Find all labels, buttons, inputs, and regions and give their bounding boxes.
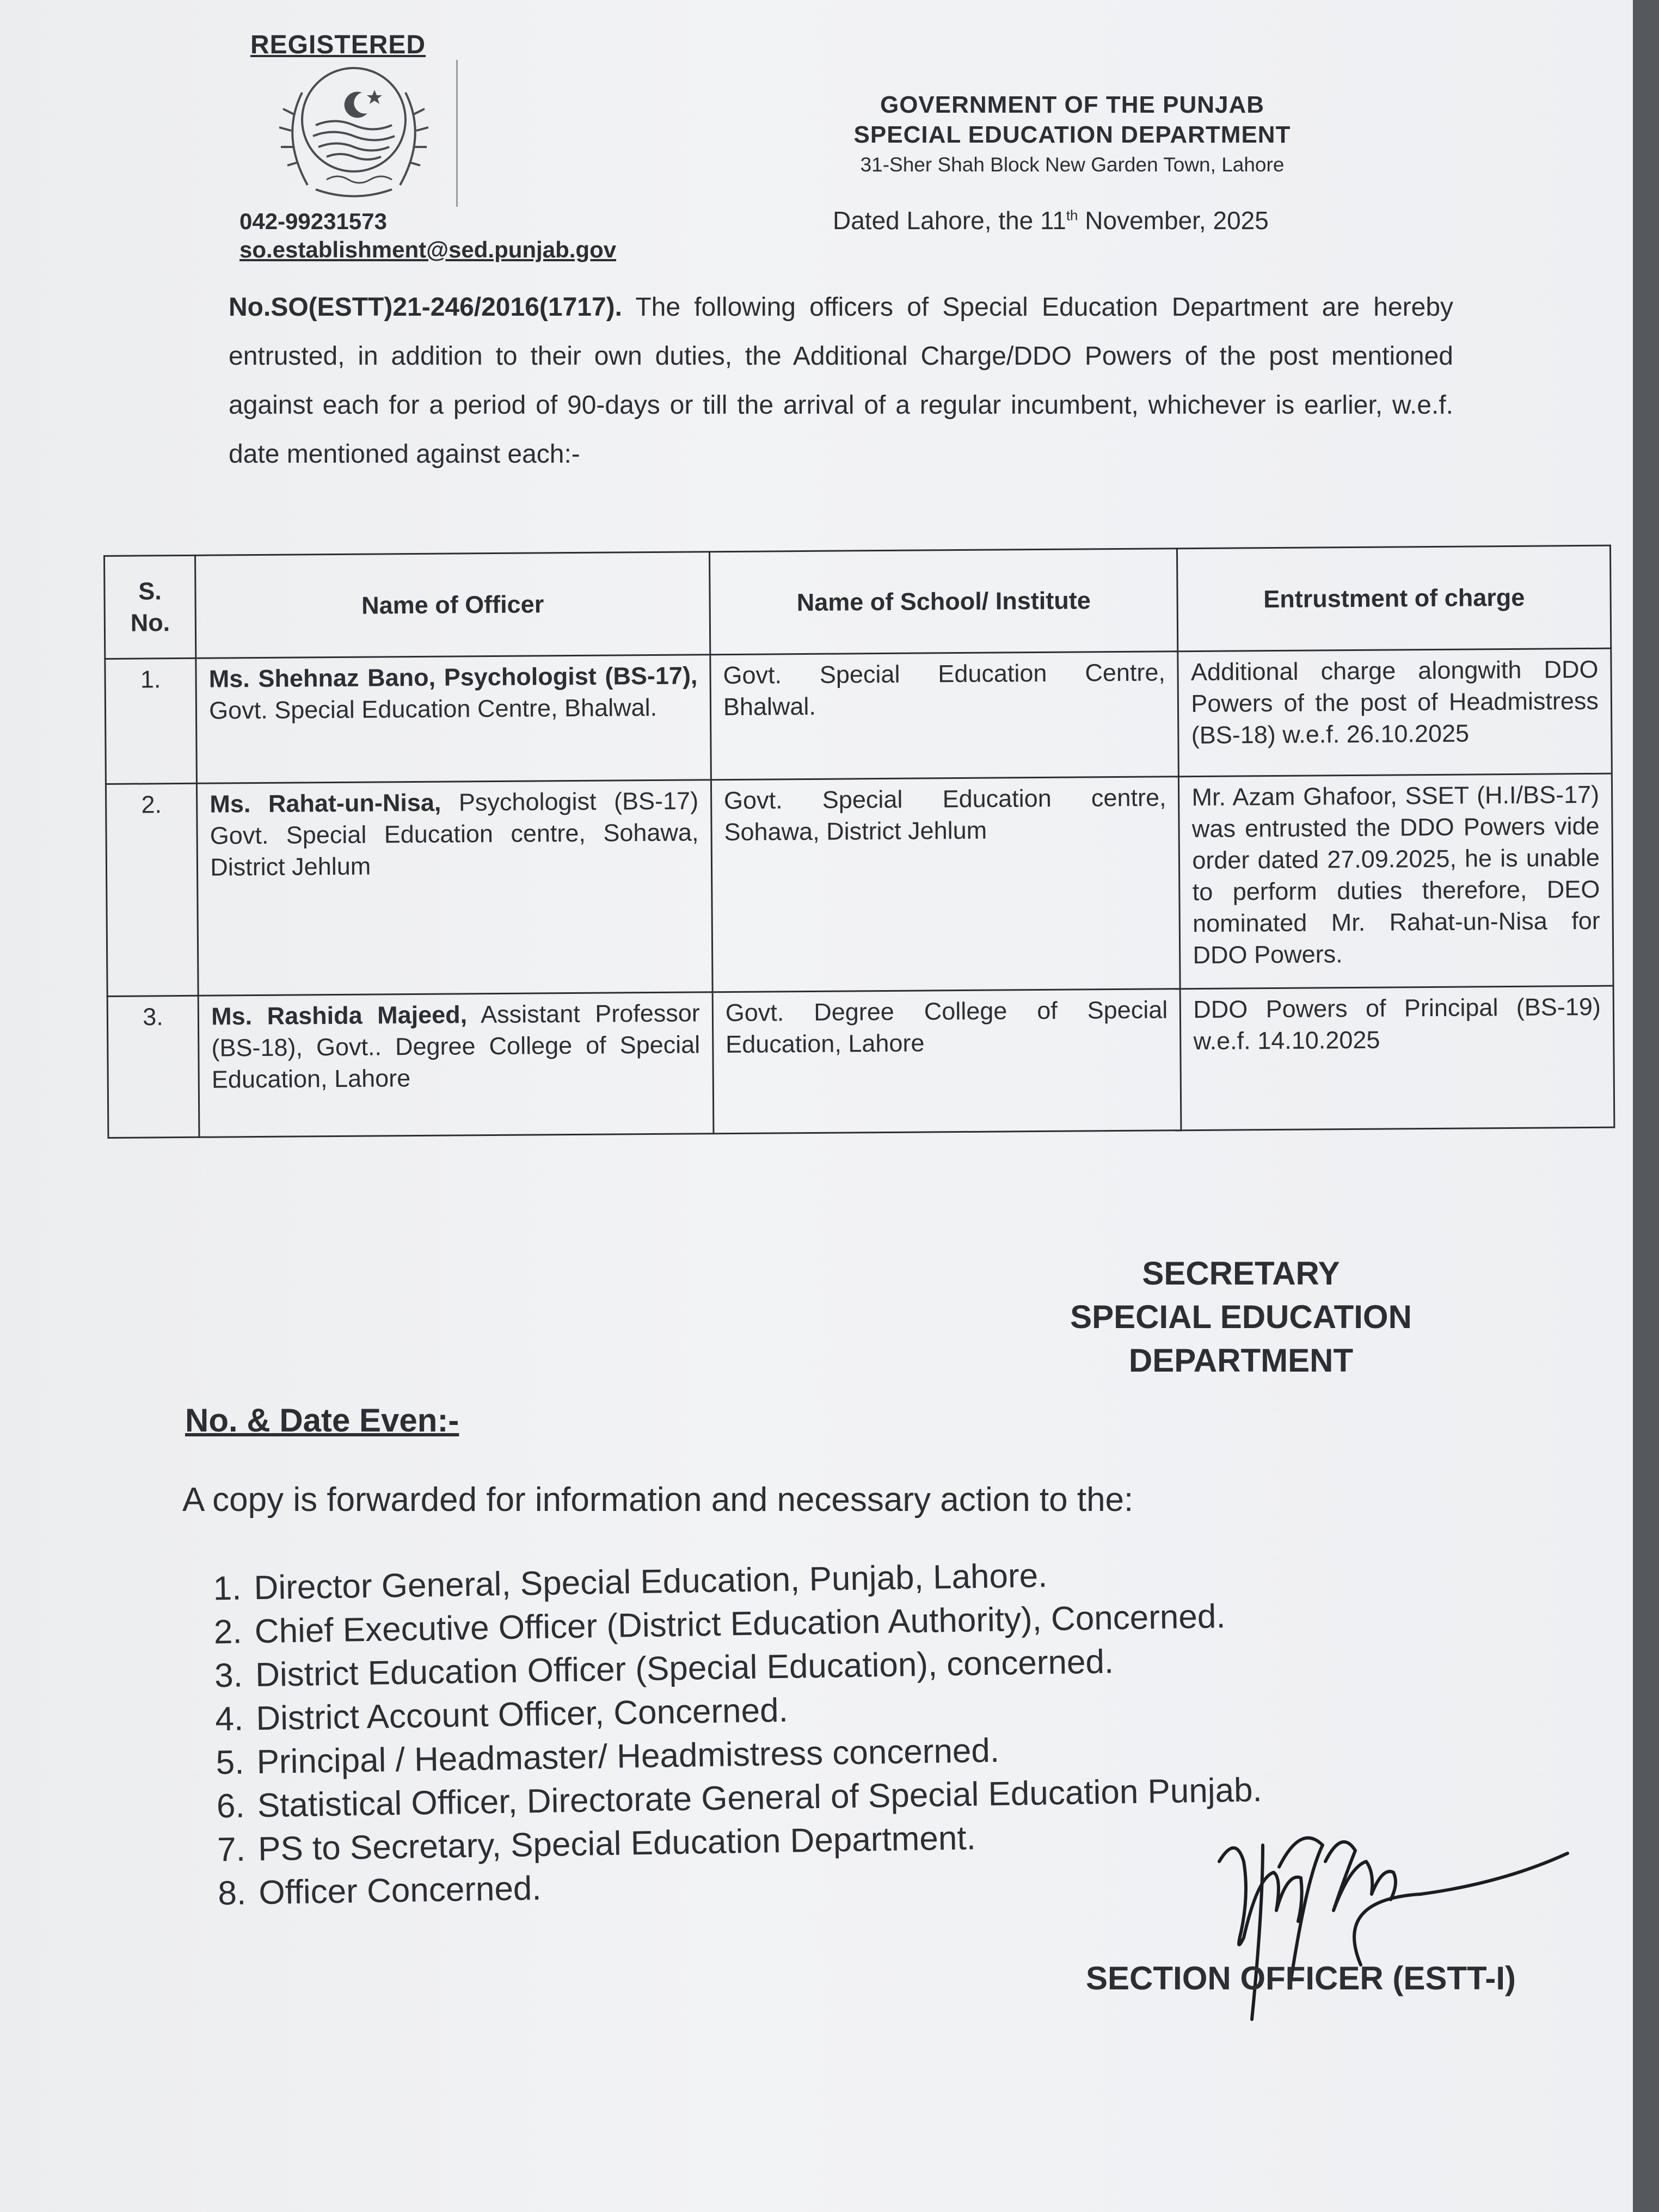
registered-stamp: REGISTERED bbox=[250, 30, 426, 59]
secretary-department-line2: DEPARTMENT bbox=[1128, 1342, 1354, 1379]
list-item: 5. Principal / Headmaster/ Headmistress concerned. bbox=[253, 1725, 1262, 1784]
header-officer: Name of Officer bbox=[195, 552, 710, 659]
list-item: 4. District Account Officer, Concerned. bbox=[253, 1681, 1261, 1741]
row-sno: 3. bbox=[107, 996, 199, 1138]
row-sno: 2. bbox=[106, 783, 198, 996]
phone-number: 042-99231573 bbox=[239, 208, 387, 234]
endorsement-heading: No. & Date Even:- bbox=[185, 1402, 459, 1439]
row-charge: DDO Powers of Principal (BS-19) w.e.f. 14.10.2025 bbox=[1180, 986, 1614, 1130]
date-line bbox=[833, 206, 1269, 235]
list-item: 3. District Education Officer (Special Education), concerned. bbox=[251, 1638, 1260, 1697]
list-item: 1. Director General, Special Education, Punjab, Lahore. bbox=[250, 1551, 1259, 1610]
section-officer-title: SECTION OFFICER (ESTT-I) bbox=[1086, 1960, 1516, 1996]
list-item: 8. Officer Concerned. bbox=[255, 1855, 1264, 1915]
row-institute: Govt. Degree College of Special Education, Lahore bbox=[712, 989, 1181, 1134]
recipient-list bbox=[191, 1551, 1264, 1916]
table-row bbox=[105, 648, 1612, 784]
list-item: 6. Statistical Officer, Directorate General of Special Education Punjab. bbox=[254, 1768, 1262, 1828]
department-title: SPECIAL EDUCATION DEPARTMENT bbox=[853, 121, 1291, 148]
secretary-department-line1: SPECIAL EDUCATION bbox=[1070, 1299, 1412, 1335]
table-row bbox=[107, 986, 1614, 1138]
row-sno: 1. bbox=[105, 658, 197, 784]
list-item: 7. PS to Secretary, Special Education Department. bbox=[255, 1812, 1263, 1871]
table-row bbox=[106, 773, 1613, 996]
officer-details: Govt. Special Education Centre, Bhalwal. bbox=[209, 693, 658, 724]
endorsement-intro: A copy is forwarded for information and necessary action to the: bbox=[182, 1481, 1134, 1519]
header-sno: S. No. bbox=[105, 555, 196, 659]
row-institute: Govt. Special Education centre, Sohawa, District Jehlum bbox=[711, 777, 1180, 992]
officer-name: Ms. Shehnaz Bano, Psychologist (BS-17), bbox=[208, 661, 698, 693]
row-charge: Mr. Azam Ghafoor, SSET (H.I/BS-17) was entrusted the DDO Powers vide order dated 27.09.2025, he is unable to perform duties therefore, DEO nominated Mr. Rahat-un-Nisa for DDO Powers. bbox=[1179, 773, 1613, 989]
punjab-government-crest-icon bbox=[250, 60, 457, 201]
crest-divider bbox=[456, 60, 458, 207]
officer-details: Psychologist (BS-17) Govt. Special Education centre, Sohawa, District Jehlum bbox=[210, 787, 699, 881]
date-suffix: November, 2025 bbox=[1078, 206, 1269, 235]
row-institute: Govt. Special Education Centre, Bhalwal. bbox=[710, 652, 1179, 780]
order-paragraph bbox=[229, 283, 1453, 479]
government-title: GOVERNMENT OF THE PUNJAB bbox=[880, 91, 1265, 118]
date-ordinal: th bbox=[1066, 207, 1078, 224]
secretary-block bbox=[1023, 1252, 1459, 1382]
officer-details: Assistant Professor (BS-18), Govt.. Degree College of Special Education, Lahore bbox=[211, 999, 701, 1093]
officer-name: Ms. Rahat-un-Nisa, bbox=[210, 788, 441, 818]
officer-name: Ms. Rashida Majeed, bbox=[211, 1000, 468, 1030]
row-officer bbox=[197, 780, 712, 996]
row-officer bbox=[196, 655, 711, 784]
entrustment-table bbox=[103, 545, 1615, 1139]
row-officer bbox=[198, 992, 713, 1138]
list-item: 2. Chief Executive Officer (District Education Authority), Concerned. bbox=[251, 1594, 1259, 1654]
order-number: No.SO(ESTT)21-246/2016(1717). bbox=[229, 293, 622, 322]
department-address: 31-Sher Shah Block New Garden Town, Lahore bbox=[860, 153, 1285, 176]
secretary-title: SECRETARY bbox=[1142, 1255, 1340, 1292]
header-charge: Entrustment of charge bbox=[1177, 545, 1611, 652]
date-prefix: Dated Lahore, the 11 bbox=[833, 206, 1066, 235]
table-header-row bbox=[105, 545, 1611, 659]
email-address: so.establishment@sed.punjab.gov bbox=[239, 237, 617, 262]
header-institute: Name of School/ Institute bbox=[709, 549, 1178, 655]
letterhead bbox=[773, 90, 1372, 180]
order-text: The following officers of Special Education Department are hereby entrusted, in addition to their own duties, the Additional Charge/DDO Powers of the post mentioned against each for a period of 90-days or till the arrival of a regular incumbent, whichever is earlier, w.e.f. date mentioned against each:- bbox=[229, 293, 1454, 469]
row-charge: Additional charge alongwith DDO Powers of the post of Headmistress (BS-18) w.e.f. 26.10.2025 bbox=[1178, 648, 1612, 777]
